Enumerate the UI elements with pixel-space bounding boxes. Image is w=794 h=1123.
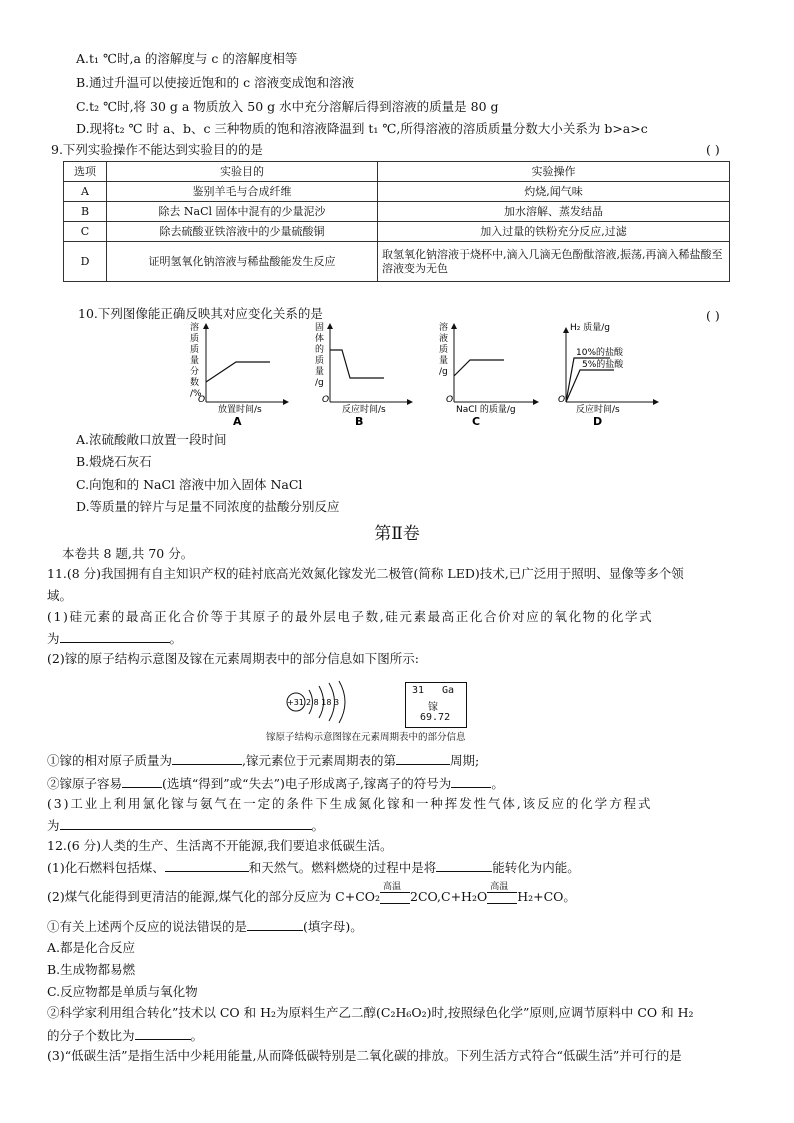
q8-option-d: D.现将t₂ ℃ 时 a、b、c 三种物质的饱和溶液降温到 t₁ ℃,所得溶液的溶质质量分数大小关系为 b>a>c — [76, 121, 648, 136]
graph-c-origin: O — [446, 395, 454, 405]
graph-b-origin: O — [322, 395, 330, 405]
q10-stem: 10.下列图像能正确反映其对应变化关系的是 — [78, 306, 323, 321]
graph-d-series-2: 5%的盐酸 — [582, 360, 624, 370]
table-cell: A — [64, 182, 107, 202]
figure-caption: 镓原子结构示意图镓在元素周期表中的部分信息 — [266, 732, 466, 743]
table-cell: B — [64, 202, 107, 222]
answer-blank[interactable] — [396, 751, 450, 765]
q11-part1-line1: (1)硅元素的最高正化合价等于其原子的最外层电子数,硅元素最高正化合价对应的氧化物的化学式 — [47, 609, 654, 624]
table-header: 选项 — [64, 162, 107, 182]
graph-b-xlabel: 反应时间/s — [342, 405, 386, 415]
q9-answer-paren: ( ) — [706, 142, 720, 157]
answer-blank[interactable] — [247, 917, 303, 931]
table-row — [64, 222, 730, 242]
table-cell: C — [64, 222, 107, 242]
graph-d-ylabel: H₂ 质量/g — [570, 323, 610, 333]
graph-d-series-1: 10%的盐酸 — [576, 348, 624, 358]
graph-d-origin: O — [558, 395, 566, 405]
answer-blank[interactable] — [135, 1026, 191, 1040]
reaction-arrow: 高温 — [487, 892, 517, 904]
graph-b-letter: B — [355, 415, 364, 428]
y-label-char: 溶 — [190, 323, 200, 333]
q12-stem: 12.(6 分)人类的生产、生活离不开能源,我们要追求低碳生活。 — [47, 838, 393, 853]
q9-table — [63, 161, 730, 282]
graph-d-curve-5pct — [566, 370, 614, 402]
graph-d-letter: D — [593, 415, 603, 428]
q9-stem: 9.下列实验操作不能达到实验目的的是 — [51, 142, 263, 157]
graph-b-curve — [330, 350, 384, 378]
atom-nucleus: +31 — [287, 698, 304, 707]
q10-option-c: C.向饱和的 NaCl 溶液中加入固体 NaCl — [76, 477, 303, 492]
graph-c-xlabel: NaCl 的质量/g — [456, 405, 516, 415]
q12-part1: (1)化石燃料包括煤、 和天然气。燃料燃烧的过程中是将 能转化为内能。 — [47, 860, 580, 875]
q12-sub2-line2: 的分子个数比为 。 — [47, 1028, 204, 1043]
table-header-row — [64, 162, 730, 182]
q10-option-a: A.浓硫酸敞口放置一段时间 — [76, 432, 227, 447]
q12-part3: (3)“低碳生活”是指生活中少耗用能量,从而降低碳特别是二氧化碳的排放。下列生活方式符合“低碳生活”并可行的是 — [47, 1048, 682, 1063]
table-row — [64, 242, 730, 282]
q12-option-a: A.都是化合反应 — [47, 940, 136, 955]
table-row — [64, 182, 730, 202]
graph-a-origin: O — [198, 395, 206, 405]
answer-blank[interactable] — [122, 774, 162, 788]
graph-a-curve — [206, 362, 270, 382]
table-header: 实验目的 — [107, 162, 378, 182]
q11-part2: (2)镓的原子结构示意图及镓在元素周期表中的部分信息如下图所示: — [47, 651, 419, 666]
answer-blank[interactable] — [172, 751, 242, 765]
q11-sub1: ①镓的相对原子质量为 ,镓元素位于元素周期表的第 周期; — [47, 753, 480, 768]
graph-c-letter: C — [472, 415, 481, 428]
graph-b-ylabel: 固 体 的 质 量 /g — [315, 323, 325, 388]
graph-c — [432, 322, 550, 433]
graph-b — [308, 322, 418, 433]
graph-a — [180, 322, 290, 433]
element-number: 31 — [412, 685, 425, 696]
table-cell: 加水溶解、蒸发结晶 — [378, 202, 730, 222]
answer-blank[interactable] — [436, 858, 492, 872]
graph-c-ylabel: 溶 液 质 量 /g — [439, 323, 449, 377]
graph-a-letter: A — [233, 415, 242, 428]
graph-a-xlabel: 放置时间/s — [218, 405, 262, 415]
q10-answer-paren: ( ) — [706, 308, 720, 323]
q12-part2: (2)煤气化能得到更清洁的能源,煤气化的部分反应为 C+CO₂ 高温 2CO,C+H₂O 高温 H₂+CO。 — [47, 881, 576, 904]
q10-option-d: D.等质量的锌片与足量不同浓度的盐酸分别反应 — [76, 499, 340, 514]
table-cell: 除去 NaCl 固体中混有的少量泥沙 — [107, 202, 378, 222]
table-cell: 灼烧,闻气味 — [378, 182, 730, 202]
q11-stem-line2: 域。 — [47, 588, 73, 603]
q10-option-b: B.煅烧石灰石 — [76, 454, 152, 469]
element-mass: 69.72 — [420, 712, 451, 723]
q12-sub2-line1: ②科学家利用组合转化”技术以 CO 和 H₂为原料生产乙二醇(C₂H₆O₂)时,按照绿色化学”原则,应调节原料中 CO 和 H₂ — [47, 1005, 694, 1020]
gallium-element-box — [405, 682, 467, 728]
table-cell: D — [64, 242, 107, 282]
q8-option-a: A.t₁ ℃时,a 的溶解度与 c 的溶解度相等 — [76, 51, 298, 66]
element-symbol: Ga — [442, 685, 455, 696]
table-cell: 加入过量的铁粉充分反应,过滤 — [378, 222, 730, 242]
answer-blank[interactable] — [165, 858, 249, 872]
q8-option-c: C.t₂ ℃时,将 30 g a 物质放入 50 g 水中充分溶解后得到溶液的质量是 80 g — [76, 99, 499, 114]
gallium-atom-diagram — [283, 680, 363, 727]
answer-blank[interactable] — [60, 629, 170, 643]
answer-blank[interactable] — [60, 816, 312, 830]
reaction-arrow: 高温 — [380, 892, 410, 904]
table-cell: 证明氢氧化钠溶液与稀盐酸能发生反应 — [107, 242, 378, 282]
q11-part3-line2: 为 。 — [47, 818, 325, 833]
q11-stem-line1: 11.(8 分)我国拥有自主知识产权的硅衬底高光效氮化镓发光二极管(简称 LED)技术,已广泛用于照明、显像等多个领 — [47, 566, 684, 581]
q11-part1-line2: 为 。 — [47, 631, 183, 646]
q11-part3-line1: (3)工业上利用氯化镓与氨气在一定的条件下生成氮化镓和一种挥发性气体,该反应的化学方程式 — [47, 796, 653, 811]
q8-option-b: B.通过升温可以使接近饱和的 c 溶液变成饱和溶液 — [76, 75, 355, 90]
atom-shells: 2 8 18 3 — [306, 698, 340, 707]
q12-option-b: B.生成物都易燃 — [47, 962, 136, 977]
q12-option-c: C.反应物都是单质与氧化物 — [47, 984, 198, 999]
table-header: 实验操作 — [378, 162, 730, 182]
graph-d-xlabel: 反应时间/s — [576, 405, 620, 415]
element-name: 镓 — [428, 702, 438, 713]
graph-a-ylabel: 溶 质 质 量 分 数 /% — [190, 323, 202, 399]
section-intro: 本卷共 8 题,共 70 分。 — [62, 546, 194, 561]
q11-sub2: ②镓原子容易 (选填“得到”或“失去”)电子形成离子,镓离子的符号为 。 — [47, 776, 504, 791]
graph-c-curve — [454, 360, 504, 376]
section-title: 第Ⅱ卷 — [374, 524, 420, 544]
table-cell: 取氢氧化钠溶液于烧杯中,滴入几滴无色酚酞溶液,振荡,再滴入稀盐酸至溶液变为无色 — [378, 242, 730, 282]
table-row — [64, 202, 730, 222]
table-cell: 鉴别羊毛与合成纤维 — [107, 182, 378, 202]
table-cell: 除去硫酸亚铁溶液中的少量硫酸铜 — [107, 222, 378, 242]
answer-blank[interactable] — [451, 774, 491, 788]
graph-d — [556, 322, 668, 433]
q12-sub1: ①有关上述两个反应的说法错误的是 (填字母)。 — [47, 919, 363, 934]
